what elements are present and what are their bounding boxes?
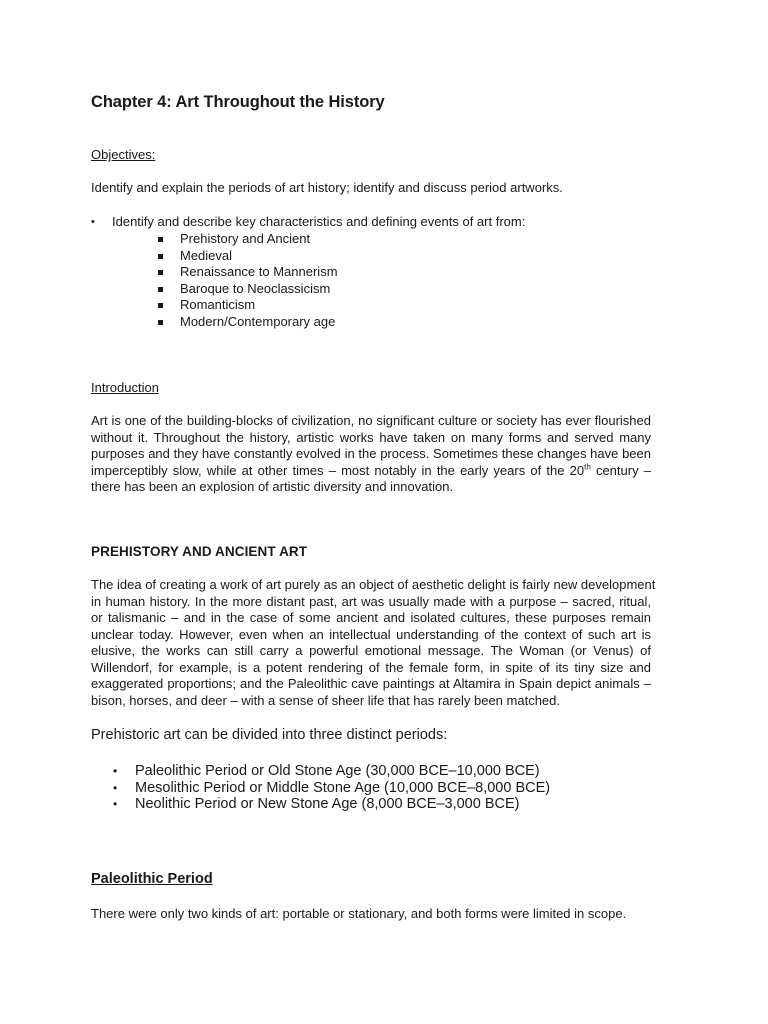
square-bullet-icon <box>158 303 163 308</box>
paragraph-line: without it. Throughout the history, artistic works have taken on many forms and served many <box>91 429 651 445</box>
line-text: imperceptibly slow, while at other times – most notably in the early years of the 20 <box>91 462 585 478</box>
paragraph-line: Art is one of the building-blocks of civilization, no significant culture or society has ever flourished <box>91 413 651 428</box>
paragraph-line: or talismanic – and in the case of some ancient and isolated cultures, these purposes remain <box>91 610 651 625</box>
line-tail: century – <box>590 462 651 478</box>
period-label: Neolithic Period or New Stone Age (8,000 BCE–3,000 BCE) <box>135 796 520 812</box>
bullet-icon: • <box>113 797 118 811</box>
paragraph-line: The idea of creating a work of art purely as an object of aesthetic delight is fairly new development <box>91 577 656 592</box>
paragraph-line: elusive, the works can still carry a powerful emotional message. The Woman (or Venus) of <box>91 643 651 658</box>
chapter-title: Chapter 4: Art Throughout the History <box>91 93 385 111</box>
bullet-icon: • <box>113 764 118 778</box>
objectives-text: Identify and explain the periods of art history; identify and discuss period artworks. <box>91 180 563 195</box>
sublist-item-label: Medieval <box>180 247 233 263</box>
subsection-heading: Paleolithic Period <box>91 871 213 887</box>
sublist-item-label: Renaissance to Mannerism <box>180 264 338 279</box>
paragraph-line: in human history. In the more distant past, art was usually made with a purpose – sacred, ritual, <box>91 593 651 609</box>
periods-lead: Prehistoric art can be divided into three distinct periods: <box>91 727 448 743</box>
paragraph-line: there has been an explosion of artistic diversity and innovation. <box>91 479 454 494</box>
period-label: Mesolithic Period or Middle Stone Age (10,000 BCE–8,000 BCE) <box>135 779 551 796</box>
paragraph-line: exaggerated proportions; and the Paleolithic cave paintings at Altamira in Spain depict animals – <box>91 676 651 691</box>
paragraph-line: unclear today. However, even when an intellectual understanding of the context of such art is <box>91 626 651 642</box>
sublist-item-label: Romanticism <box>180 297 256 312</box>
square-bullet-icon <box>158 237 163 242</box>
introduction-paragraph <box>91 413 651 496</box>
objectives-bullet-text: Identify and describe key characteristics and defining events of art from: <box>112 214 526 229</box>
paragraph-line: bison, horses, and deer – with a sense of sheer life that has rarely been matched. <box>91 692 560 708</box>
sublist-item-label: Baroque to Neoclassicism <box>180 280 331 296</box>
section-heading: PREHISTORY AND ANCIENT ART <box>91 544 308 559</box>
sublist-item-label: Modern/Contemporary age <box>180 313 336 329</box>
paleolithic-text: There were only two kinds of art: portable or stationary, and both forms were limited in scope. <box>91 906 627 921</box>
paragraph-line: purposes and they have constantly evolved in the process. Sometimes these changes have been <box>91 446 651 461</box>
square-bullet-icon <box>158 254 163 259</box>
superscript: th <box>584 462 591 472</box>
period-label: Paleolithic Period or Old Stone Age (30,000 BCE–10,000 BCE) <box>135 763 540 779</box>
square-bullet-icon <box>158 287 163 292</box>
prehistory-paragraph <box>91 577 656 709</box>
paragraph-line: Willendorf, for example, is a potent rendering of the female form, in spite of its tiny size and <box>91 659 651 675</box>
introduction-label: Introduction <box>91 380 159 395</box>
square-bullet-icon <box>158 270 163 275</box>
bullet-icon: • <box>91 216 95 228</box>
square-bullet-icon <box>158 320 163 325</box>
bullet-icon: • <box>113 780 118 795</box>
objectives-label: Objectives: <box>91 147 156 162</box>
sublist-item-label: Prehistory and Ancient <box>180 231 311 246</box>
paragraph-line <box>91 463 651 480</box>
